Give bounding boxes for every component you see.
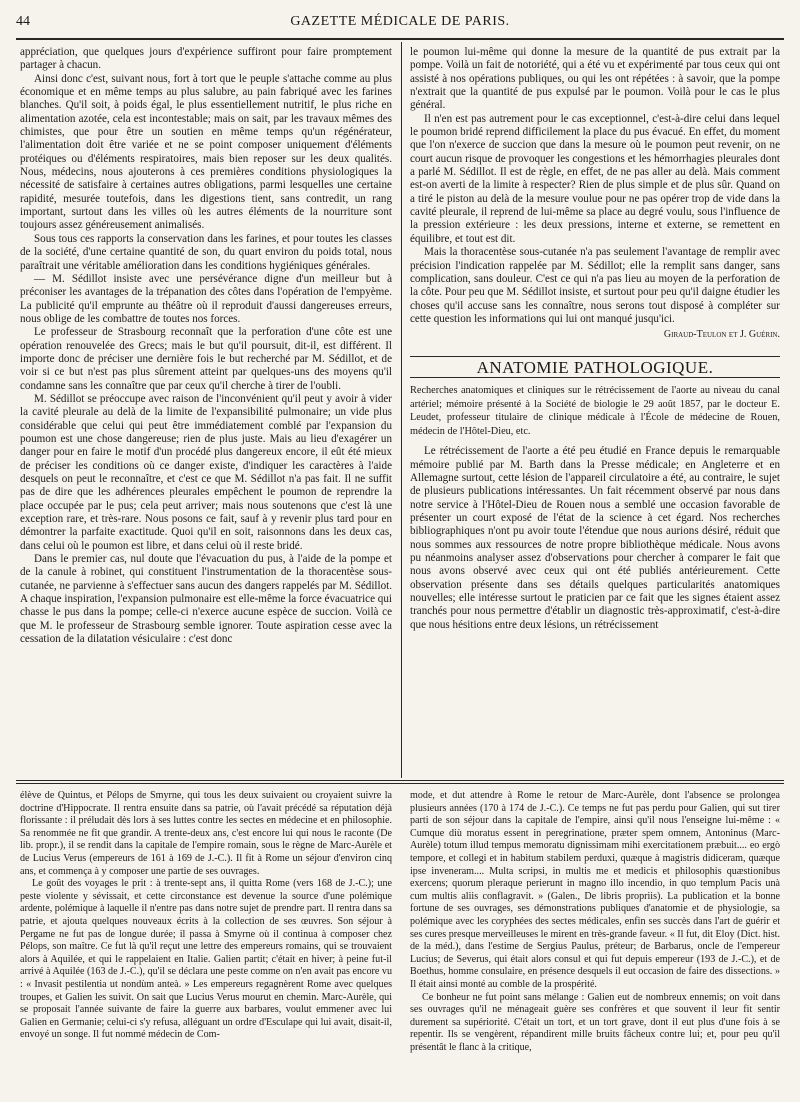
- paragraph: — M. Sédillot insiste avec une persévérance digne d'un meilleur but à préconiser les avantages de la trépanation des côtes dans l'opération de l'empyème. La publicité qu'il emprunte au théâtre où il reproduit d'aussi dangereuses erreurs, nous oblige de les combattre de toutes nos forces.: [20, 272, 392, 325]
- upper-left-column: [20, 46, 392, 778]
- paragraph: Dans le premier cas, nul doute que l'évacuation du pus, à l'aide de la pompe et de la canule à robinet, qui constituent l'instrumentation de la thoracentèse sous-cutanée, ne parvienne à s'effectuer sans aucun des dangers rappelés par M. Sédillot. A chaque inspiration, l'expansion pulmonaire est elle-même la force évacuatrice qui chasse le pus dans la pompe; celle-ci n'exerce aucune espèce de succion. Voilà ce que M. le professeur de Strasbourg semble ignorer. Toute aspiration cesse avec la cessation de la dilatation vésiculaire : c'est donc: [20, 553, 392, 646]
- upper-right-column: [410, 46, 780, 778]
- journal-title: GAZETTE MÉDICALE DE PARIS.: [290, 14, 510, 29]
- section-title: ANATOMIE PATHOLOGIQUE.: [410, 356, 780, 378]
- article-signature: Giraud-Teulon et J. Guérin.: [663, 329, 780, 341]
- paragraph: Il n'en est pas autrement pour le cas exceptionnel, c'est-à-dire celui dans lequel le poumon bridé reprend difficilement la place du pus évacué. En effet, du moment que l'on n'exerce de succion que dans la mesure où le poumon peut revenir, on ne court aucun risque de provoquer les congestions et les hémorrhagies pleurales dont a parlé M. Sédillot. Il est de règle, en effet, de ne pas aller au delà. Mais comment est-on averti de la limite à respecter? Rien de plus simple et de plus sûr. Quand on a tiré le piston au delà de la mesure voulue pour ne pas opérer trop de vide dans la cavité pleurale, il reprend de lui-même sa place au degré voulu, sous l'influence de la pression extérieure : les deux pressions, interne et externe, se remettent en équilibre, et tout est dit.: [410, 112, 780, 245]
- paragraph: le poumon lui-même qui donne la mesure de la quantité de pus extrait par la pompe. Voilà un fait de notoriété, qui a été vu et expérimenté par tous ceux qui ont assisté à nos opérations publiques, ou qui les ont répétées : à savoir, que la pompe n'extrait que la quantité de pus expulsé par le poumon. Voilà pour le cas le plus général.: [410, 46, 780, 112]
- paragraph: appréciation, que quelques jours d'expérience suffiront pour faire promptement partager à chacun.: [20, 46, 392, 72]
- page-header: [16, 14, 784, 38]
- paragraph: M. Sédillot se préoccupe avec raison de l'inconvénient qu'il peut y avoir à vider la cavité pleurale au delà de la limite de l'expansibilité pulmonaire; un vide plus considérable que celui qui peut être immédiatement comblé par l'expansion du poumon est une chose dangereuse; rien de plus juste. Mais au lieu d'exagérer un danger pour en faire le motif d'un procédé plus dangereux encore, il eût été mieux de préciser les conditions où ce danger existe, d'indiquer les caractères à l'aide desquels on peut le reconnaître, et c'est ce que M. Sédillot n'a pas fait. Il ne suffit pas de dire que les adhérences pleurales empêchent le poumon de reprendre la place occupée par le pus; cela peut arriver; mais nous soutenons que c'est là une exception rare, et très-rare. Nous posons ce fait, sauf à y revenir plus tard pour en démontrer la parfaite exactitude. Quoi qu'il en soit, raisonnons dans les deux cas, dans celui où le poumon est libre, et dans celui où il reste bridé.: [20, 392, 392, 552]
- header-rule: [16, 38, 784, 40]
- paragraph: Le rétrécissement de l'aorte a été peu étudié en France depuis le remarquable mémoire publié par M. Barth dans la Presse médicale; en Angleterre et en Allemagne surtout, cette lésion de l'appareil circulatoire a été, au contraire, le sujet de plusieurs publications intéressantes. Un fait récemment observé par nous dans notre service à l'Hôtel-Dieu de Rouen nous a semblé une occasion favorable de présenter un court exposé de l'état de la science à cet égard. Nos recherches bibliographiques n'ont pu avoir toute l'étendue que nous aurions désiré, réduit que nous sommes aux ressources de notre propre bibliothèque médicale. Nous avons pu néanmoins analyser assez d'observations pour chercher à comparer le fait que nous avons observé avec ceux qui ont été publiés antérieurement. Cette observation présente dans ses détails quelques particularités anatomiques nouvelles; elle intéresse surtout le praticien par ce fait que les signes étaient assez tranchés pour nous permettre d'établir un diagnostic très-approximatif, c'est-à-dire que nous hésitions entre deux lésions, un rétrécissement: [410, 445, 780, 631]
- lower-left-column: [20, 790, 392, 1096]
- paragraph: Sous tous ces rapports la conservation dans les farines, et pour toutes les classes de la société, d'une certaine quantité de son, du quart environ du poids total, nous paraîtrait une véritable amélioration dans les conditions hygiéniques générales.: [20, 232, 392, 272]
- lower-right-column: [410, 790, 780, 1096]
- paragraph: mode, et dut attendre à Rome le retour de Marc-Aurèle, dont l'absence se prolongea plusieurs années (170 à 174 de J.-C.). Ce temps ne fut pas perdu pour Galien, qui sut tirer parti de son séjour dans la capitale de l'empire, ainsi qu'il nous l'enseigne lui-même : « Cumque diù moratus essent in peregrinatione, præter spem omnem, Antoninus (Marc-Aurèle) totum illud tempus memoratu dignissimam mihi exercitationem præbuit.... eo ergò tempore, et collegi et in habitum stabilem perduxi, quæque à magistris didiceram, quæque ipse inveneram.... Multa scripsi, in multis me et medicis et philosophis quæstionibus exercens; quorum pleraque perierunt in magno illo incendio, in quo templum Pacis unà cum multis aliis conflagravit. » (Galen., De libris propriis). La publication et la bonne fortune de ses ouvrages, ses démonstrations publiques d'anatomie et de physiologie, sa polémique avec les coryphées des sectes médicales, enfin ses succès dans l'art de guérir et ses cures presque merveilleuses le mirent en très-grande faveur. « Il fut, dit Eloy (Dict. hist. de la méd.), dans l'estime de Sergius Paulus, préteur; de Barbarus, oncle de l'empereur Lucius; de Severus, qui était alors consul et qui fut depuis empereur (193 de J.-C.), et de Boethus, homme consulaire, en présence desquels il eut occasion de faire des dissections. » Il était ainsi monté au comble de la prospérité.: [410, 790, 780, 990]
- page-number: 44: [16, 14, 30, 29]
- paragraph: Ainsi donc c'est, suivant nous, fort à tort que le peuple s'attache comme au plus économique et en même temps au plus salubre, au pain fabriqué avec les farines blanches. Qu'il soit, à poids égal, le plus essentiellement nutritif, le plus riche en alimentation azotée, cela est incontestable; mais on sait, par les travaux mêmes des chimistes, que pour être un soutien en même temps qu'un régénérateur, l'alimentation doit être variée et ne se point composer uniquement d'éléments protéiques ou d'éléments respiratoires, mais bien reposer sur les deux qualités. Nous, médecins, nous ajouterons à ces premières conditions physiologiques la nécessité de satisfaire à certaines autres obligations, parmi lesquelles une certaine rapidité, mesurée toutefois, dans les digestions tient, sans contredit, un rang important, surtout dans les villes où les autres éléments de la nourriture sont toujours assez généreusement animalisés.: [20, 72, 392, 232]
- paragraph: Ce bonheur ne fut point sans mélange : Galien eut de nombreux ennemis; on voit dans ses ouvrages qu'il ne ménageait guère ses confrères et que souvent il leur fit sentir durement sa supériorité. C'était un tort, et un tort grave, dont il eut plus d'une fois à se repentir. Ils se vengèrent, répandirent mille bruits fâcheux contre lui; et, pour peu qu'il présentât le flanc à la critique,: [410, 991, 780, 1053]
- paragraph: Le professeur de Strasbourg reconnaît que la perforation d'une côte est une opération renouvelée des Grecs; mais le but qu'il poursuit, dit-il, est différent. Il importe donc de préciser une dernière fois le but recherché par M. Sédillot, et de voir si ce but n'est pas plus sûrement atteint par quelques-uns des moyens qu'il condamne sans les connaître que par ceux qu'il cherche à tirer de l'oubli.: [20, 326, 392, 392]
- paragraph: élève de Quintus, et Pélops de Smyrne, qui tous les deux suivaient ou croyaient suivre la doctrine d'Hippocrate. Il rentra ensuite dans sa patrie, où l'avait précédé sa réputation déjà florissante : il préludait dès lors à ses luttes contre les sectes en médecine et en philosophie. Sa renommée ne fit que grandir. A trente-deux ans, c'est encore lui qui nous le raconte (De lib. propr.), il se rendit dans la capitale de l'empire romain, sous le règne de Marc-Aurèle et de Lucius Verus (empereurs de 161 à 169 de J.-C.). Il fit à Rome un séjour d'environ cinq ans, et commença à y composer une partie de ses ouvrages.: [20, 790, 392, 877]
- paragraph: Le goût des voyages le prit : à trente-sept ans, il quitta Rome (vers 168 de J.-C.); une peste violente y sévissait, et cette circonstance est devenue la source d'une polémique ardente, polémique à laquelle il n'entre pas dans notre sujet de prendre part. Il rentra dans sa patrie, et ajouta quelques nouveaux écrits à la collection de ses œuvres. Son séjour à Pergame ne fut pas de longue durée; il passa à Smyrne où il continua à composer chez Pélops, son maître. Ce fut là qu'il reçut une lettre des empereurs romains, qui se trouvaient alors à Aquilée, et qui le rappelaient en Italie. Galien partit; c'était en hiver; à peine fut-il arrivé à Aquilée (163 de J.-C.), qu'il se déclara une peste comme on n'en avait pas encore vu : « Invasit pestilentia ut nondùm anteà. » Les empereurs regagnèrent Rome avec quelques troupes, et Galien les suivit. On sait que Lucius Verus mourut en chemin. Marc-Aurèle, qui se proposait l'année suivante de faire la guerre aux barbares, voulut emmener avec lui Galien en Germanie; celui-ci s'y refusa, alléguant un ordre d'Esculape qui lui avait, disait-il, envoyé un songe. Il fut nommé médecin de Com-: [20, 878, 392, 1041]
- feuilleton-rule: [16, 783, 784, 784]
- feuilleton-rule: [16, 780, 784, 781]
- paragraph: Mais la thoracentèse sous-cutanée n'a pas seulement l'avantage de remplir avec précision l'indication rappelée par M. Sédillot; elle la remplit sans danger, sans complication, sans douleur. C'est ce qui n'a pas lieu au moyen de la perforation de la côte. Pour peu que M. Sédillot insiste, et surtout pour peu qu'il daigne étudier les choses qu'il accuse sans les connaître, nous serons tout disposé à compléter sur cette question les informations qui lui ont manqué jusqu'ici.: [410, 246, 780, 325]
- article-title: Recherches anatomiques et cliniques sur le rétrécissement de l'aorte au niveau du canal artériel; mémoire présenté à la Société de biologie le 29 août 1857, par le docteur E. Leudet, professeur titulaire de clinique médicale à l'École de médecine de Rouen, médecin de l'Hôtel-Dieu, etc.: [410, 384, 780, 437]
- column-divider-upper: [401, 42, 402, 778]
